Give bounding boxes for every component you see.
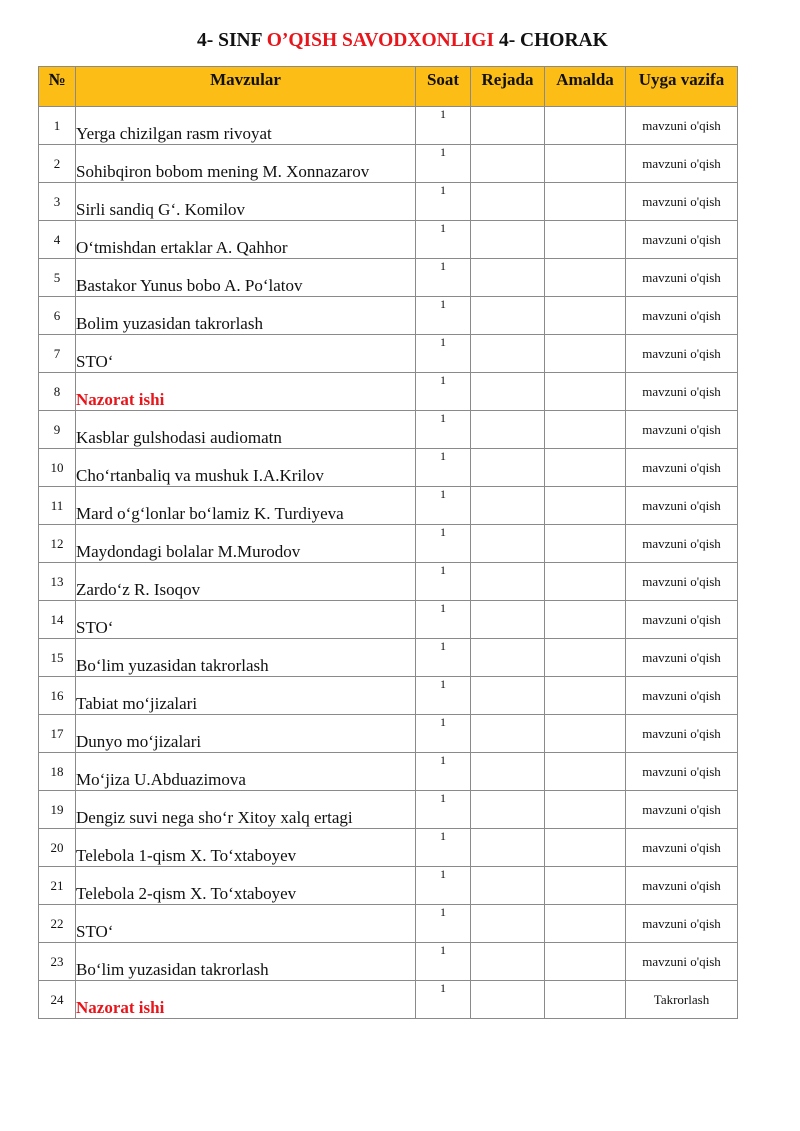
header-topics: Mavzular bbox=[76, 67, 416, 107]
row-homework: Takrorlash bbox=[626, 981, 738, 1019]
row-homework: mavzuni o'qish bbox=[626, 373, 738, 411]
table-row bbox=[39, 981, 738, 1019]
row-actual-date bbox=[545, 715, 626, 753]
row-planned-date bbox=[471, 259, 545, 297]
table-row bbox=[39, 829, 738, 867]
row-hours: 1 bbox=[416, 525, 471, 563]
table-row bbox=[39, 791, 738, 829]
row-planned-date bbox=[471, 981, 545, 1019]
row-planned-date bbox=[471, 183, 545, 221]
row-actual-date bbox=[545, 183, 626, 221]
row-hours: 1 bbox=[416, 639, 471, 677]
table-row bbox=[39, 297, 738, 335]
row-homework: mavzuni o'qish bbox=[626, 525, 738, 563]
page-title bbox=[0, 30, 800, 52]
row-number: 2 bbox=[39, 145, 76, 183]
row-number: 15 bbox=[39, 639, 76, 677]
table-row bbox=[39, 905, 738, 943]
table-row bbox=[39, 753, 738, 791]
row-actual-date bbox=[545, 145, 626, 183]
row-actual-date bbox=[545, 259, 626, 297]
row-actual-date bbox=[545, 791, 626, 829]
row-homework: mavzuni o'qish bbox=[626, 829, 738, 867]
table-row bbox=[39, 107, 738, 145]
row-topic: Sohibqiron bobom mening M. Xonnazarov bbox=[76, 145, 416, 183]
row-actual-date bbox=[545, 981, 626, 1019]
row-hours: 1 bbox=[416, 487, 471, 525]
row-hours: 1 bbox=[416, 563, 471, 601]
row-number: 8 bbox=[39, 373, 76, 411]
header-hours: Soat bbox=[416, 67, 471, 107]
row-homework: mavzuni o'qish bbox=[626, 259, 738, 297]
lesson-plan-table bbox=[38, 66, 738, 1019]
title-grade: 4- SINF bbox=[197, 30, 267, 51]
row-hours: 1 bbox=[416, 715, 471, 753]
row-actual-date bbox=[545, 411, 626, 449]
row-number: 23 bbox=[39, 943, 76, 981]
row-hours: 1 bbox=[416, 335, 471, 373]
row-actual-date bbox=[545, 525, 626, 563]
row-actual-date bbox=[545, 639, 626, 677]
header-actual: Amalda bbox=[545, 67, 626, 107]
row-planned-date bbox=[471, 335, 545, 373]
row-topic: Dengiz suvi nega sho‘r Xitoy xalq ertagi bbox=[76, 791, 416, 829]
row-actual-date bbox=[545, 449, 626, 487]
row-number: 12 bbox=[39, 525, 76, 563]
row-topic: O‘tmishdan ertaklar A. Qahhor bbox=[76, 221, 416, 259]
row-hours: 1 bbox=[416, 791, 471, 829]
row-planned-date bbox=[471, 411, 545, 449]
row-number: 19 bbox=[39, 791, 76, 829]
row-topic: Dunyo mo‘jizalari bbox=[76, 715, 416, 753]
row-number: 16 bbox=[39, 677, 76, 715]
table-row bbox=[39, 221, 738, 259]
row-topic: Bastakor Yunus bobo A. Po‘latov bbox=[76, 259, 416, 297]
row-planned-date bbox=[471, 373, 545, 411]
row-actual-date bbox=[545, 335, 626, 373]
row-planned-date bbox=[471, 563, 545, 601]
header-planned: Rejada bbox=[471, 67, 545, 107]
row-planned-date bbox=[471, 221, 545, 259]
row-planned-date bbox=[471, 715, 545, 753]
row-number: 22 bbox=[39, 905, 76, 943]
table-row bbox=[39, 487, 738, 525]
row-homework: mavzuni o'qish bbox=[626, 145, 738, 183]
row-number: 17 bbox=[39, 715, 76, 753]
row-homework: mavzuni o'qish bbox=[626, 411, 738, 449]
table-row bbox=[39, 563, 738, 601]
row-homework: mavzuni o'qish bbox=[626, 715, 738, 753]
row-planned-date bbox=[471, 905, 545, 943]
row-topic: Telebola 1-qism X. To‘xtaboyev bbox=[76, 829, 416, 867]
row-topic: Nazorat ishi bbox=[76, 981, 416, 1019]
row-homework: mavzuni o'qish bbox=[626, 183, 738, 221]
table-row bbox=[39, 601, 738, 639]
row-planned-date bbox=[471, 107, 545, 145]
row-planned-date bbox=[471, 601, 545, 639]
row-planned-date bbox=[471, 943, 545, 981]
row-topic: Kasblar gulshodasi audiomatn bbox=[76, 411, 416, 449]
row-number: 13 bbox=[39, 563, 76, 601]
row-hours: 1 bbox=[416, 183, 471, 221]
row-topic: Sirli sandiq G‘. Komilov bbox=[76, 183, 416, 221]
row-number: 24 bbox=[39, 981, 76, 1019]
row-number: 14 bbox=[39, 601, 76, 639]
row-hours: 1 bbox=[416, 297, 471, 335]
table-row bbox=[39, 943, 738, 981]
row-number: 1 bbox=[39, 107, 76, 145]
row-topic: Bo‘lim yuzasidan takrorlash bbox=[76, 943, 416, 981]
row-number: 6 bbox=[39, 297, 76, 335]
row-homework: mavzuni o'qish bbox=[626, 943, 738, 981]
row-homework: mavzuni o'qish bbox=[626, 601, 738, 639]
row-planned-date bbox=[471, 791, 545, 829]
row-topic: Cho‘rtanbaliq va mushuk I.A.Krilov bbox=[76, 449, 416, 487]
row-homework: mavzuni o'qish bbox=[626, 639, 738, 677]
row-topic: Nazorat ishi bbox=[76, 373, 416, 411]
row-topic: Mo‘jiza U.Abduazimova bbox=[76, 753, 416, 791]
row-planned-date bbox=[471, 145, 545, 183]
row-actual-date bbox=[545, 487, 626, 525]
row-homework: mavzuni o'qish bbox=[626, 677, 738, 715]
row-actual-date bbox=[545, 373, 626, 411]
row-homework: mavzuni o'qish bbox=[626, 297, 738, 335]
row-actual-date bbox=[545, 563, 626, 601]
row-planned-date bbox=[471, 753, 545, 791]
row-topic: Maydondagi bolalar M.Murodov bbox=[76, 525, 416, 563]
row-hours: 1 bbox=[416, 601, 471, 639]
row-homework: mavzuni o'qish bbox=[626, 563, 738, 601]
row-topic: Telebola 2-qism X. To‘xtaboyev bbox=[76, 867, 416, 905]
row-hours: 1 bbox=[416, 677, 471, 715]
table-header-row bbox=[39, 67, 738, 107]
row-topic: Zardo‘z R. Isoqov bbox=[76, 563, 416, 601]
row-homework: mavzuni o'qish bbox=[626, 221, 738, 259]
row-planned-date bbox=[471, 297, 545, 335]
row-hours: 1 bbox=[416, 867, 471, 905]
row-number: 20 bbox=[39, 829, 76, 867]
row-number: 21 bbox=[39, 867, 76, 905]
table-row bbox=[39, 677, 738, 715]
row-hours: 1 bbox=[416, 449, 471, 487]
row-planned-date bbox=[471, 487, 545, 525]
table-row bbox=[39, 411, 738, 449]
table-row bbox=[39, 639, 738, 677]
row-number: 18 bbox=[39, 753, 76, 791]
title-subject: O’QISH SAVODXONLIGI bbox=[266, 30, 495, 51]
row-hours: 1 bbox=[416, 221, 471, 259]
row-homework: mavzuni o'qish bbox=[626, 449, 738, 487]
table-row bbox=[39, 373, 738, 411]
table-row bbox=[39, 715, 738, 753]
row-topic: Yerga chizilgan rasm rivoyat bbox=[76, 107, 416, 145]
row-actual-date bbox=[545, 753, 626, 791]
row-topic: Tabiat mo‘jizalari bbox=[76, 677, 416, 715]
row-homework: mavzuni o'qish bbox=[626, 791, 738, 829]
row-hours: 1 bbox=[416, 981, 471, 1019]
row-actual-date bbox=[545, 107, 626, 145]
row-homework: mavzuni o'qish bbox=[626, 107, 738, 145]
table-row bbox=[39, 449, 738, 487]
row-hours: 1 bbox=[416, 373, 471, 411]
row-number: 4 bbox=[39, 221, 76, 259]
row-number: 5 bbox=[39, 259, 76, 297]
row-topic: Bolim yuzasidan takrorlash bbox=[76, 297, 416, 335]
table-row bbox=[39, 335, 738, 373]
row-actual-date bbox=[545, 601, 626, 639]
row-hours: 1 bbox=[416, 259, 471, 297]
row-planned-date bbox=[471, 867, 545, 905]
row-planned-date bbox=[471, 677, 545, 715]
row-number: 7 bbox=[39, 335, 76, 373]
row-actual-date bbox=[545, 905, 626, 943]
row-homework: mavzuni o'qish bbox=[626, 753, 738, 791]
row-actual-date bbox=[545, 221, 626, 259]
header-number: № bbox=[39, 67, 76, 107]
row-hours: 1 bbox=[416, 753, 471, 791]
row-homework: mavzuni o'qish bbox=[626, 905, 738, 943]
table-row bbox=[39, 867, 738, 905]
table-row bbox=[39, 183, 738, 221]
table-row bbox=[39, 145, 738, 183]
row-topic: STO‘ bbox=[76, 601, 416, 639]
row-number: 11 bbox=[39, 487, 76, 525]
header-homework: Uyga vazifa bbox=[626, 67, 738, 107]
row-topic: STO‘ bbox=[76, 905, 416, 943]
row-hours: 1 bbox=[416, 411, 471, 449]
row-hours: 1 bbox=[416, 107, 471, 145]
row-topic: Bo‘lim yuzasidan takrorlash bbox=[76, 639, 416, 677]
title-quarter: 4- CHORAK bbox=[498, 30, 608, 51]
table-row bbox=[39, 525, 738, 563]
row-actual-date bbox=[545, 943, 626, 981]
row-homework: mavzuni o'qish bbox=[626, 335, 738, 373]
row-topic: STO‘ bbox=[76, 335, 416, 373]
row-number: 9 bbox=[39, 411, 76, 449]
row-number: 3 bbox=[39, 183, 76, 221]
row-hours: 1 bbox=[416, 943, 471, 981]
table-row bbox=[39, 259, 738, 297]
row-actual-date bbox=[545, 297, 626, 335]
row-hours: 1 bbox=[416, 829, 471, 867]
row-topic: Mard o‘g‘lonlar bo‘lamiz K. Turdiyeva bbox=[76, 487, 416, 525]
row-homework: mavzuni o'qish bbox=[626, 867, 738, 905]
row-hours: 1 bbox=[416, 145, 471, 183]
row-actual-date bbox=[545, 867, 626, 905]
row-actual-date bbox=[545, 677, 626, 715]
row-number: 10 bbox=[39, 449, 76, 487]
row-planned-date bbox=[471, 639, 545, 677]
row-hours: 1 bbox=[416, 905, 471, 943]
row-homework: mavzuni o'qish bbox=[626, 487, 738, 525]
row-planned-date bbox=[471, 525, 545, 563]
row-actual-date bbox=[545, 829, 626, 867]
row-planned-date bbox=[471, 449, 545, 487]
row-planned-date bbox=[471, 829, 545, 867]
